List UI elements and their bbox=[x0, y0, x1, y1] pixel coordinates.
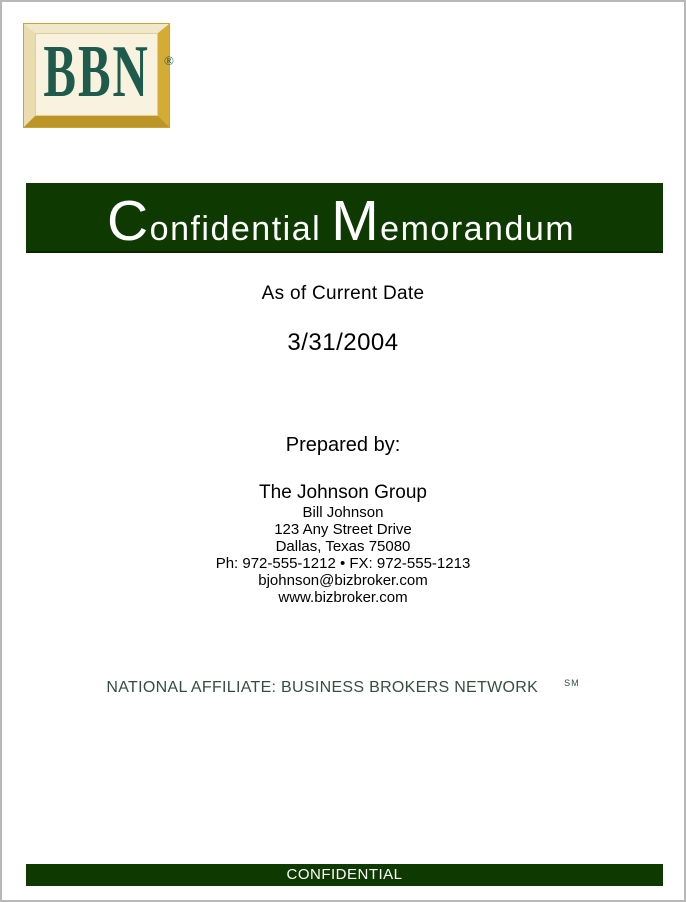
contact-line-phone-fax: Ph: 972-555-1212 • FX: 972-555-1213 bbox=[215, 555, 471, 572]
affiliate-line bbox=[2, 679, 684, 697]
title-word2-rest: emorandum bbox=[380, 210, 576, 248]
prepared-by-heading: Prepared by: bbox=[285, 434, 401, 456]
contact-line-street: 123 Any Street Drive bbox=[274, 521, 412, 538]
title-word1-rest: onfidential bbox=[149, 210, 322, 248]
service-mark: SM bbox=[564, 678, 580, 688]
contact-line-website: www.bizbroker.com bbox=[278, 589, 408, 606]
contact-block bbox=[2, 504, 684, 606]
confidential-label: CONFIDENTIAL bbox=[286, 866, 403, 883]
title-banner bbox=[26, 183, 663, 253]
contact-line-city: Dallas, Texas 75080 bbox=[275, 538, 411, 555]
bbn-logo-plaque bbox=[35, 33, 158, 116]
bbn-logo-text: BBN bbox=[43, 31, 150, 113]
current-date: 3/31/2004 bbox=[287, 329, 399, 356]
bbn-logo bbox=[24, 24, 174, 127]
as-of-label: As of Current Date bbox=[261, 283, 425, 304]
title-initial-c: C bbox=[107, 189, 150, 253]
title-initial-m: M bbox=[331, 189, 381, 253]
affiliate-text: NATIONAL AFFILIATE: BUSINESS BROKERS NETWORK bbox=[106, 679, 539, 696]
company-name: The Johnson Group bbox=[259, 482, 427, 503]
registered-trademark-icon: ® bbox=[164, 53, 174, 68]
contact-line-name: Bill Johnson bbox=[302, 504, 384, 521]
footer-bar bbox=[26, 864, 663, 886]
page-title bbox=[107, 189, 576, 253]
contact-line-email: bjohnson@bizbroker.com bbox=[258, 572, 428, 589]
